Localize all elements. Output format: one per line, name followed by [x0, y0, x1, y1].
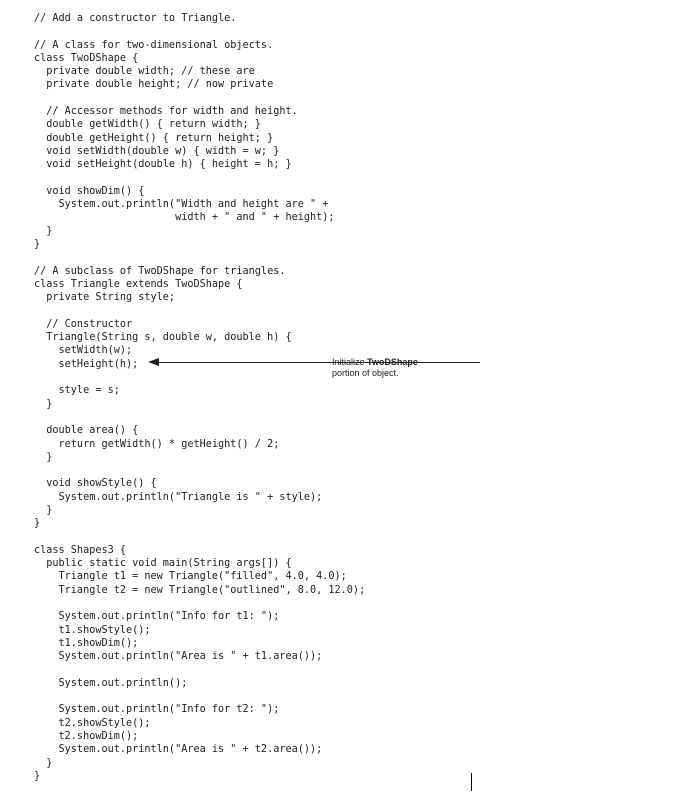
code-line: double getHeight() { return height; }: [34, 132, 274, 144]
code-line: setHeight(h);: [34, 358, 139, 370]
code-line: setWidth(w);: [34, 345, 133, 357]
code-line: void setWidth(double w) { width = w; }: [34, 145, 280, 157]
code-line: System.out.println();: [34, 677, 188, 689]
code-line: }: [34, 451, 53, 463]
code-line: Triangle t1 = new Triangle("filled", 4.0, 4.0);: [34, 571, 347, 583]
code-line: Triangle(String s, double w, double h) {: [34, 332, 292, 344]
code-line: [34, 597, 365, 610]
code-line: class Shapes3 {: [34, 544, 127, 556]
code-line: // A subclass of TwoDShape for triangles.: [34, 265, 286, 277]
code-line: t2.showStyle();: [34, 717, 151, 729]
code-line: [34, 25, 365, 38]
code-line: // A class for two-dimensional objects.: [34, 39, 274, 51]
code-line: private double width; // these are: [34, 66, 255, 78]
annotation-text: [332, 357, 462, 378]
code-line: System.out.println("Width and height are " +: [34, 199, 329, 211]
constructor-annotation: [148, 355, 448, 379]
code-line: double getWidth() { return width; }: [34, 119, 261, 131]
code-line: [34, 464, 365, 477]
code-line: return getWidth() * getHeight() / 2;: [34, 438, 280, 450]
code-line: [34, 690, 365, 703]
code-line: [34, 411, 365, 424]
annotation-prefix: Initialize: [332, 357, 368, 367]
text-cursor: [471, 773, 472, 791]
code-line: [34, 251, 365, 264]
code-line: Triangle t2 = new Triangle("outlined", 8.0, 12.0);: [34, 584, 366, 596]
code-line: [34, 531, 365, 544]
code-line: // Add a constructor to Triangle.: [34, 13, 237, 24]
annotation-emphasis: TwoDShape: [367, 357, 418, 367]
code-line: System.out.println("Info for t1: ");: [34, 611, 280, 623]
code-line: t2.showDim();: [34, 731, 139, 743]
code-line: }: [34, 398, 53, 410]
code-line: void setHeight(double h) { height = h; }: [34, 159, 292, 171]
code-line: [34, 92, 365, 105]
code-line: }: [34, 239, 41, 251]
code-line: }: [34, 225, 53, 237]
code-line: void showDim() {: [34, 185, 145, 197]
code-line: width + " and " + height);: [34, 212, 335, 224]
code-line: private String style;: [34, 292, 176, 304]
code-line: System.out.println("Triangle is " + style);: [34, 491, 323, 503]
code-line: t1.showDim();: [34, 637, 139, 649]
code-line: t1.showStyle();: [34, 624, 151, 636]
code-line: style = s;: [34, 385, 120, 397]
code-line: System.out.println("Area is " + t1.area());: [34, 651, 323, 663]
code-line: class Triangle extends TwoDShape {: [34, 278, 243, 290]
code-line: }: [34, 757, 53, 769]
code-line: System.out.println("Area is " + t2.area());: [34, 744, 323, 756]
code-line: [34, 172, 365, 185]
code-line: }: [34, 504, 53, 516]
annotation-suffix: portion of object.: [332, 367, 399, 378]
code-line: double area() {: [34, 425, 139, 437]
code-line: // Accessor methods for width and height.: [34, 106, 298, 118]
code-line: [34, 664, 365, 677]
code-line: class TwoDShape {: [34, 52, 139, 64]
code-line: void showStyle() {: [34, 478, 157, 490]
code-line: System.out.println("Info for t2: ");: [34, 704, 280, 716]
code-line: public static void main(String args[]) {: [34, 558, 292, 570]
code-line: [34, 305, 365, 318]
code-line: private double height; // now private: [34, 79, 274, 91]
code-line: // Constructor: [34, 318, 133, 330]
code-line: }: [34, 518, 41, 530]
code-line: }: [34, 770, 41, 782]
